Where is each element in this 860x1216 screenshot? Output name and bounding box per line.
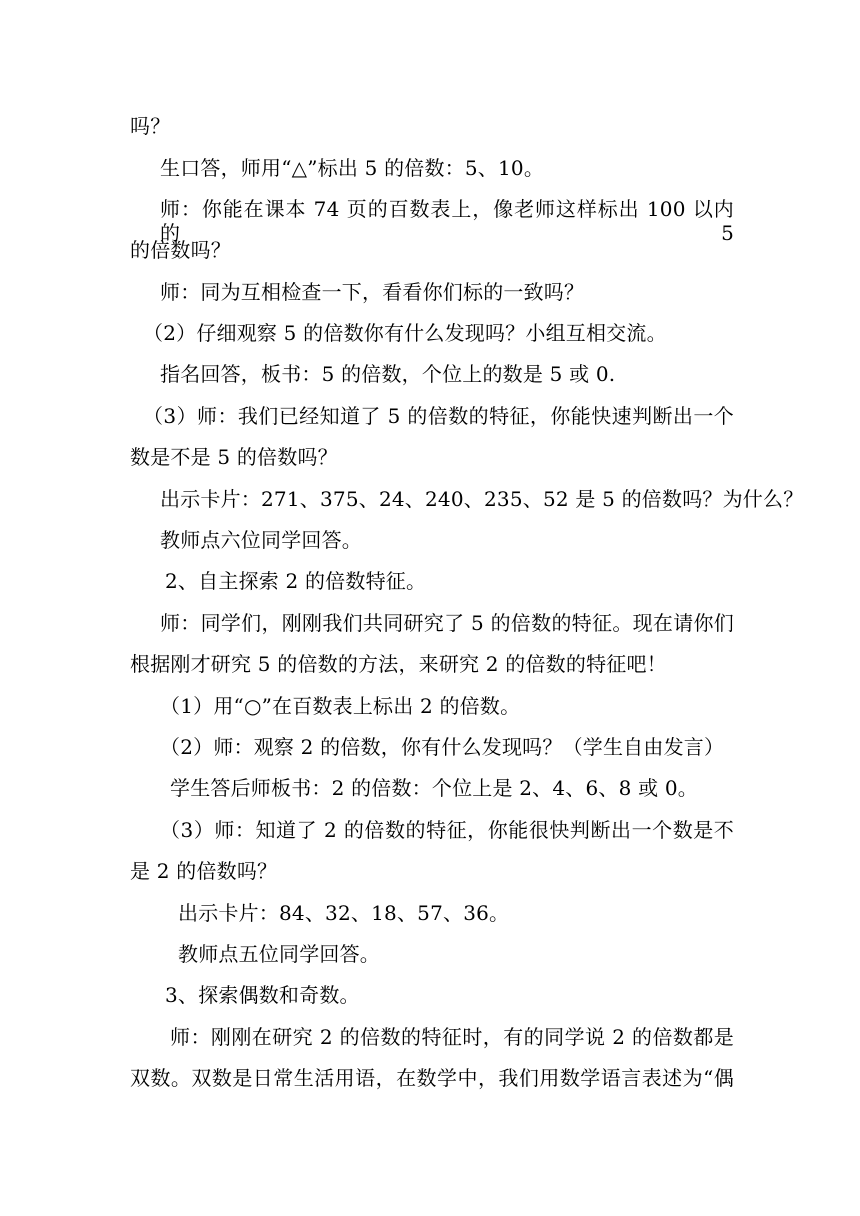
text-line-5: 师：同为互相检查一下，看看你们标的一致吗？ — [160, 280, 585, 304]
text-line-13: 师：同学们，刚刚我们共同研究了 5 的倍数的特征。现在请你们 — [160, 611, 734, 635]
text-line-23: 师：刚刚在研究 2 的倍数的特征时，有的同学说 2 的倍数都是 — [170, 1025, 734, 1049]
text-line-16: （2）师：观察 2 的倍数，你有什么发现吗？（学生自由发言） — [160, 735, 725, 759]
text-line-4: 的倍数吗？ — [130, 238, 231, 262]
text-line-7: 指名回答，板书：5 的倍数，个位上的数是 5 或 0. — [160, 362, 616, 386]
text-line-8: （3）师：我们已经知道了 5 的倍数的特征，你能快速判断出一个 — [143, 404, 734, 428]
text-line-11: 教师点六位同学回答。 — [160, 528, 362, 552]
text-line-6: （2）仔细观察 5 的倍数你有什么发现吗？小组互相交流。 — [143, 321, 667, 345]
text-line-15: （1）用“○”在百数表上标出 2 的倍数。 — [160, 694, 521, 718]
text-line-3: 师：你能在课本 74 页的百数表上，像老师这样标出 100 以内的 5 — [160, 197, 734, 245]
text-line-22: 3、探索偶数和奇数。 — [165, 983, 360, 1007]
text-line-10: 出示卡片：271、375、24、240、235、52 是 5 的倍数吗？为什么？ — [160, 487, 804, 511]
text-line-20: 出示卡片：84、32、18、57、36。 — [178, 901, 510, 925]
text-line-9: 数是不是 5 的倍数吗？ — [130, 445, 338, 469]
text-line-12: 2、自主探索 2 的倍数特征。 — [165, 569, 427, 593]
text-line-17: 学生答后师板书：2 的倍数：个位上是 2、4、6、8 或 0。 — [170, 776, 698, 800]
text-line-18: （3）师：知道了 2 的倍数的特征，你能很快判断出一个数是不 — [160, 818, 734, 842]
text-line-14: 根据刚才研究 5 的倍数的方法，来研究 2 的倍数的特征吧！ — [130, 652, 667, 676]
text-line-2: 生口答，师用“△”标出 5 的倍数：5、10。 — [160, 156, 545, 180]
text-line-19: 是 2 的倍数吗？ — [130, 859, 278, 883]
text-line-1: 吗？ — [130, 114, 171, 138]
text-line-24: 双数。双数是日常生活用语，在数学中，我们用数学语言表述为“偶 — [130, 1066, 734, 1090]
text-line-21: 教师点五位同学回答。 — [178, 942, 380, 966]
